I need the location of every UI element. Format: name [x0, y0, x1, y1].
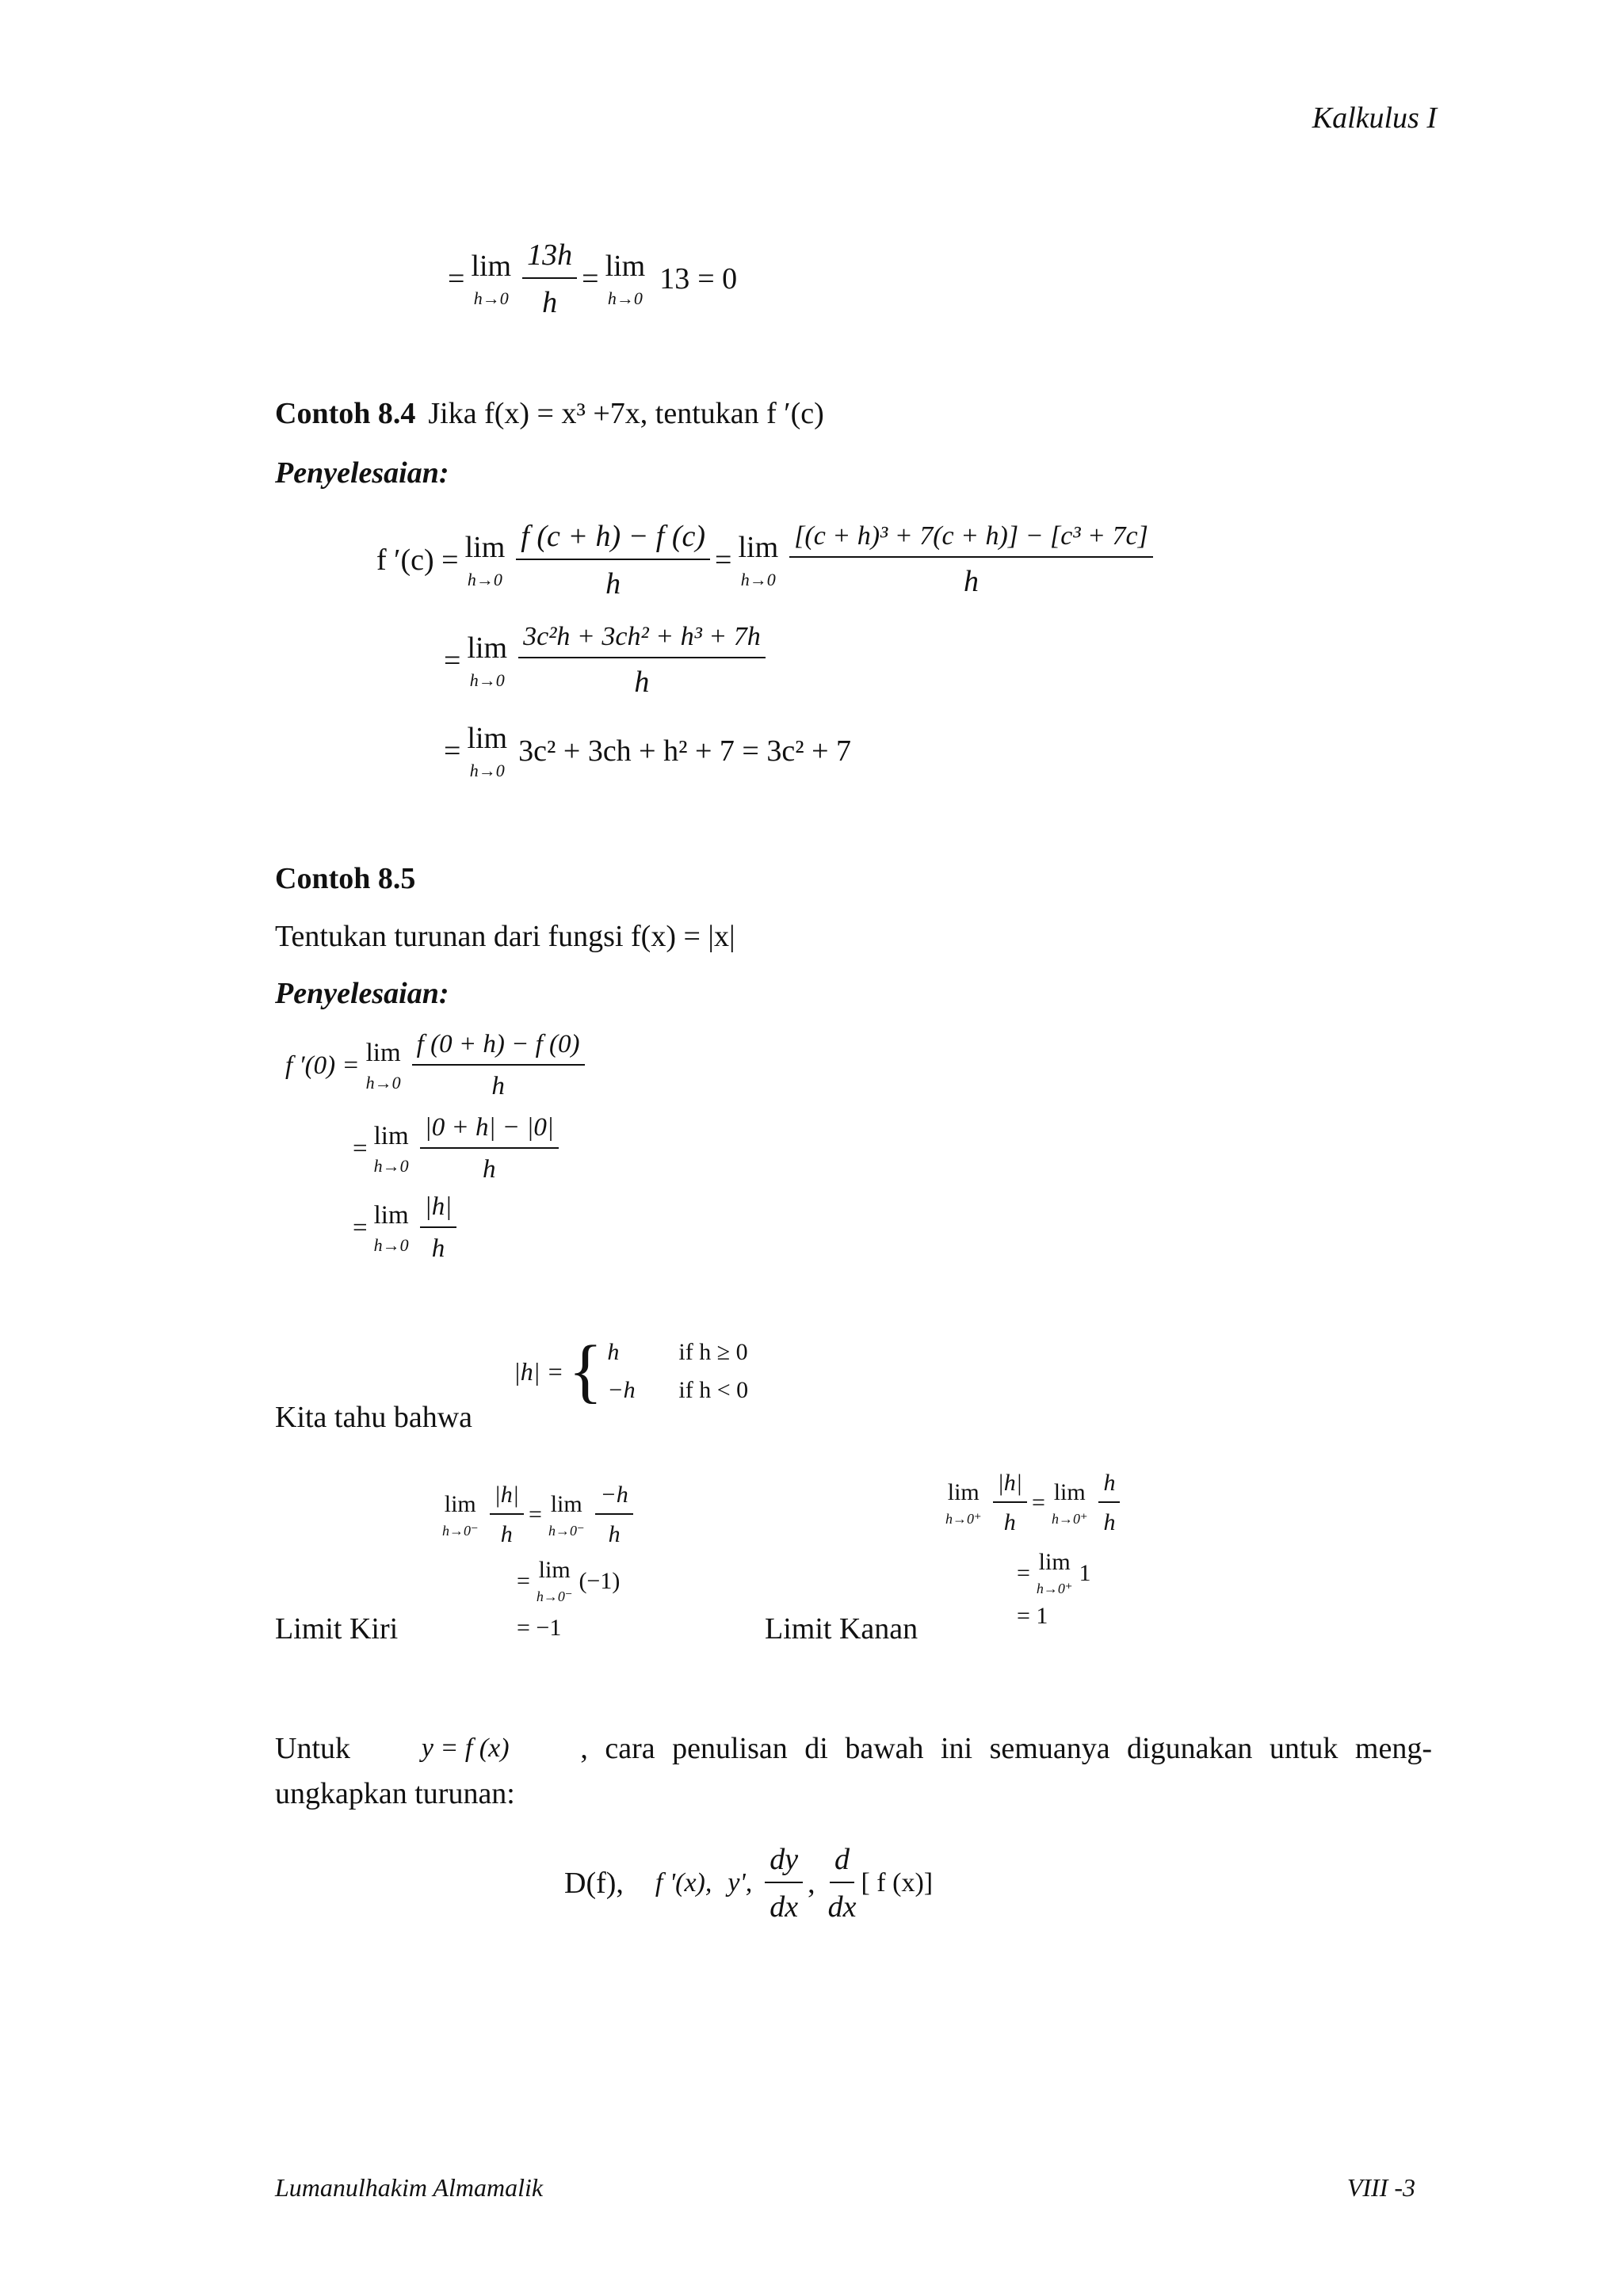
known-text: Kita tahu bahwa	[275, 1401, 473, 1434]
example-8-5-solution-label: Penyelesaian:	[275, 977, 449, 1010]
example-8-4-heading: Contoh 8.4 Jika f(x) = x³ +7x, tentukan f ′(c)	[275, 397, 824, 430]
derivative-notations: D(f), f '(x), y', $\frac{dy}{dx}$ , $\frac{d}{dx}$ [ f (x)]	[564, 1843, 934, 1924]
right-limit-result: = 1	[1017, 1603, 1048, 1629]
running-header: Kalkulus I	[1312, 101, 1437, 135]
left-limit-result: = −1	[517, 1615, 562, 1641]
example-8-5-line-2: = lim h→0 $\frac{|0 + h| - |0|}{h}$	[353, 1113, 563, 1184]
example-8-5-line-3: = lim h→0 $\frac{|h|}{h}$	[353, 1192, 461, 1264]
right-limit-line-2: = lim h→0⁺ 1	[1017, 1549, 1091, 1596]
footer-page-number: VIII -3	[1346, 2173, 1415, 2202]
footer-author: Lumanulhakim Almamalik	[275, 2173, 544, 2202]
left-limit-label: Limit Kiri	[275, 1612, 399, 1646]
example-8-5-line-1: f ′(0) = lim h→0 $\frac{f (0 + h) - f (0)}{h}$	[285, 1030, 590, 1101]
left-limit-line-1: lim h→0⁻ $\frac{|h|}{h}$ = lim h→0⁻ $\frac{-h}{h}$	[436, 1482, 638, 1548]
right-limit-line-1: lim h→0⁺ $\frac{|h|}{h}$ = lim h→0⁺ $\frac{h}{h}$	[939, 1470, 1125, 1536]
left-limit-line-2: = lim h→0⁻ (−1)	[517, 1557, 621, 1604]
example-8-5-heading: Contoh 8.5	[275, 862, 416, 895]
example-8-4-solution-label: Penyelesaian:	[275, 456, 449, 490]
dy-dx-notation: $\frac{dy}{dx}$	[765, 1842, 803, 1924]
d-f-notation: D(f),	[564, 1867, 624, 1900]
notation-paragraph-line-2: ungkapkan turunan:	[275, 1777, 515, 1810]
example-8-5-statement: Tentukan turunan dari fungsi f(x) = |x|	[275, 920, 735, 953]
absolute-value-definition: |h| = { h if h ≥ 0 −h if h < 0	[514, 1332, 749, 1410]
d-dx-notation: $\frac{d}{dx}$	[827, 1843, 857, 1924]
example-8-4-line-1: f ′(c) = lim h→0 $\frac{f (c + h) - f (c)}{h}$ = lim h→0 $\frac{\text{[(c + h)³ + 7(c + h)] − [c³ + 7c]}}{h}$	[376, 519, 1158, 601]
notation-paragraph-line-1: Untuk y = f (x) , cara penulisan di bawah ini semuanya digunakan untuk meng-	[275, 1732, 1432, 1765]
top-limit-equation: = lim h→0 $\frac{13h}{h}$ = lim h→0 13 = 0	[448, 238, 738, 319]
example-8-4-line-2: = lim h→0 $\frac{\text{3c²h + 3ch² + h³ + 7h}}{h}$	[444, 622, 770, 700]
yprime-notation: y',	[727, 1868, 753, 1897]
example-8-4-line-3: = lim h→0 3c² + 3ch + h² + 7 = 3c² + 7	[444, 722, 852, 780]
right-limit-label: Limit Kanan	[765, 1612, 918, 1646]
fprime-notation: f '(x),	[655, 1868, 712, 1897]
